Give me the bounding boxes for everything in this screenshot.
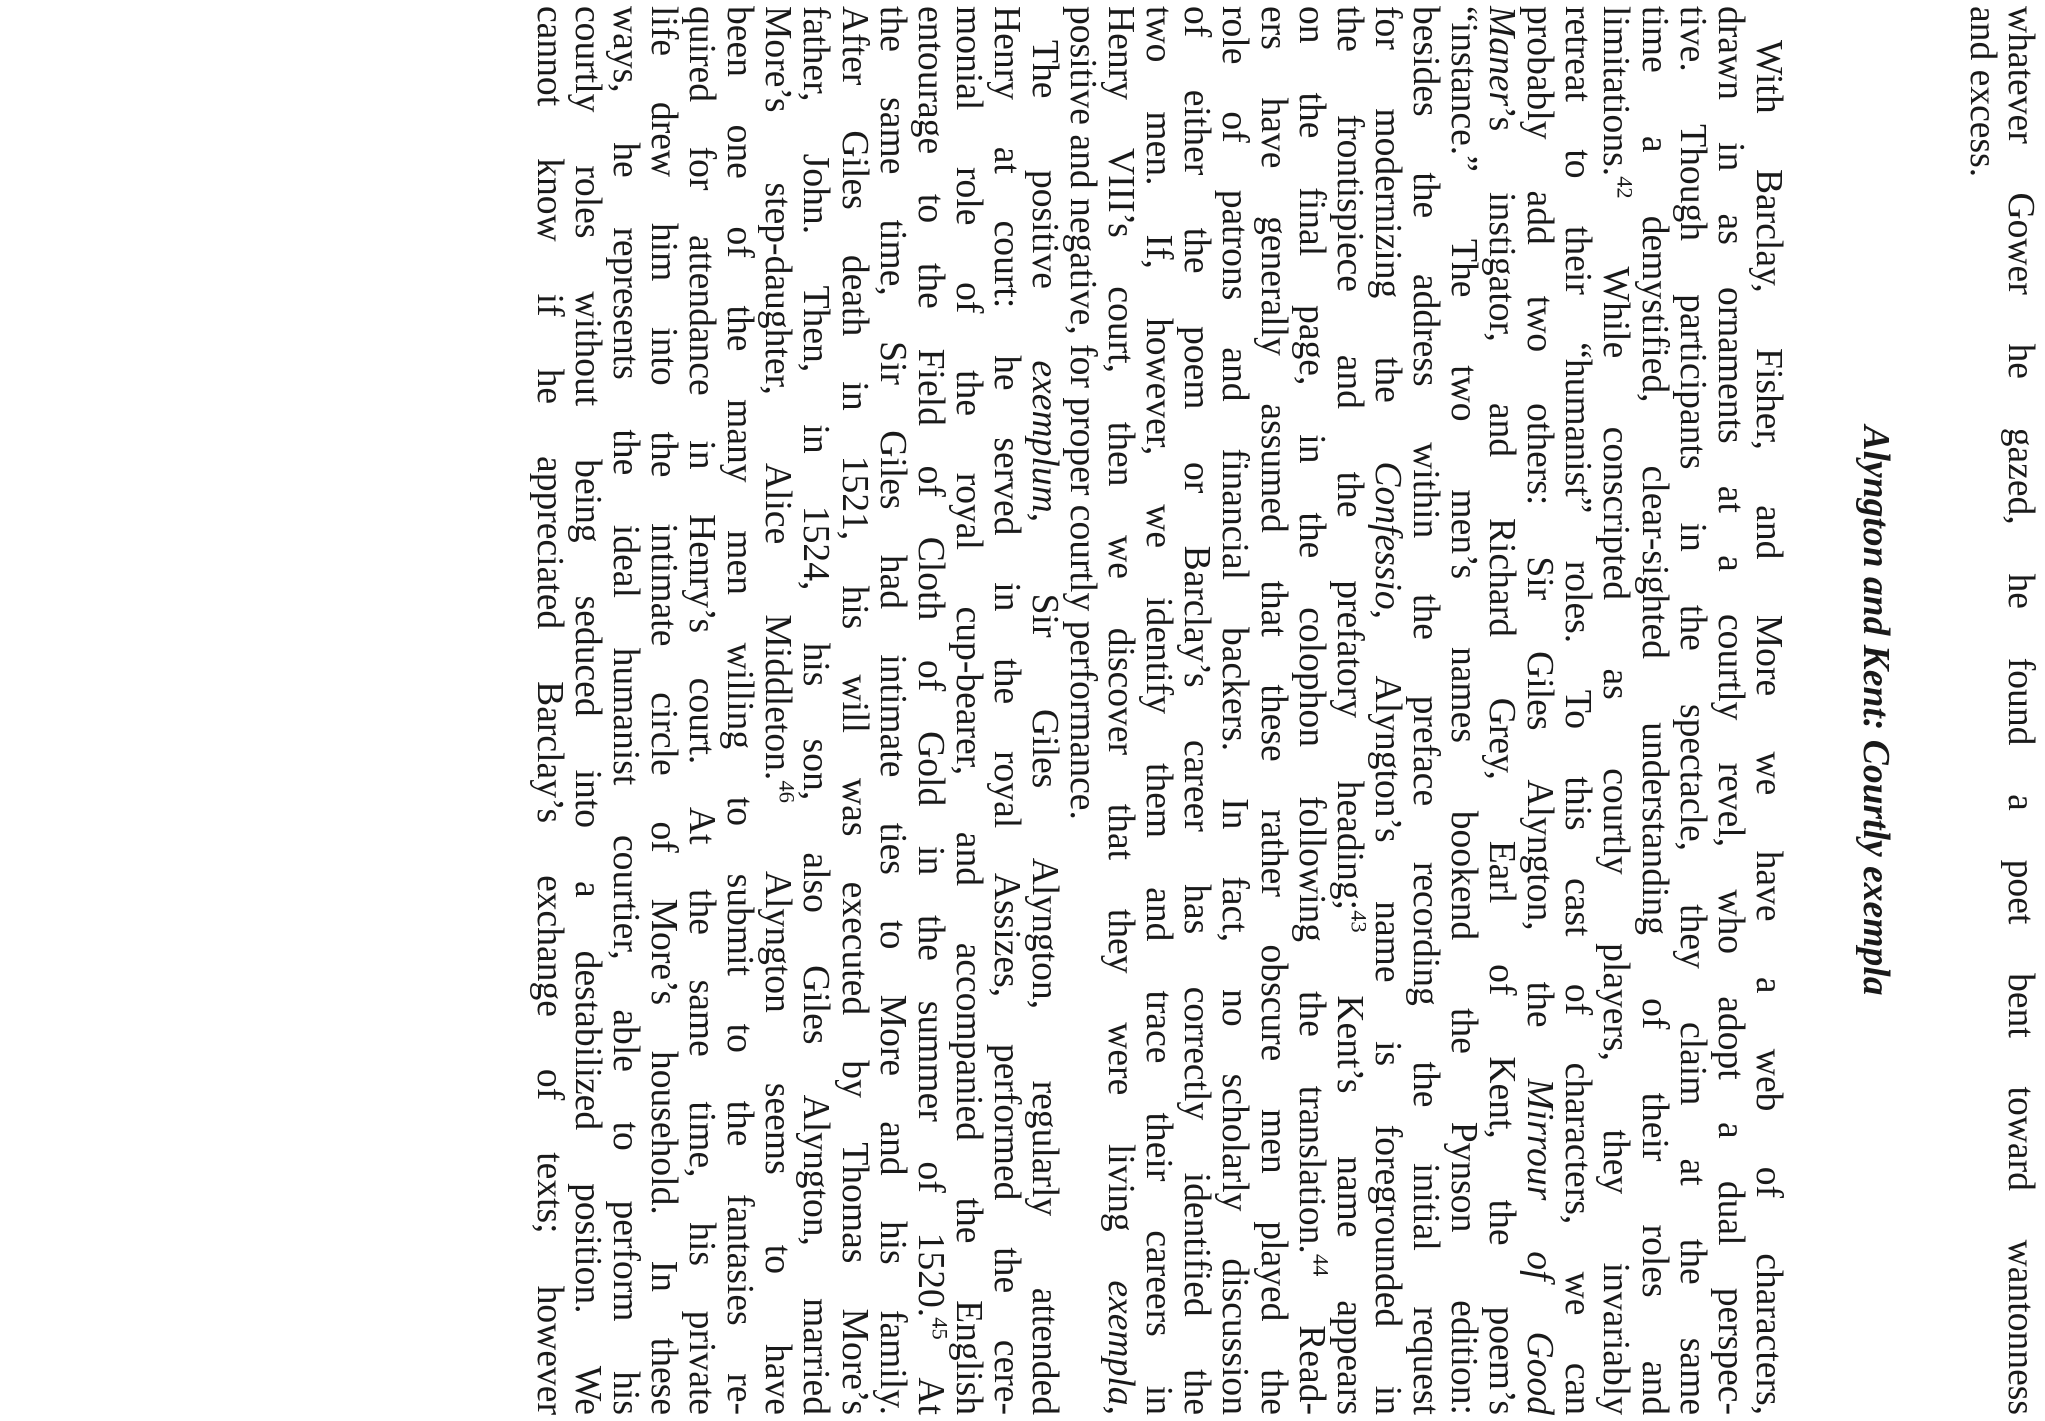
text-line [909,6,953,1415]
footnote-ref: 46 [774,780,800,803]
text-line [873,6,911,1415]
text-run: whatever Gower he gazed, he found a poet bent toward wantonness [2000,6,2041,1415]
text-run: life drew him into the intimate circle of More’s household. In these [643,6,685,1415]
text-line [1138,6,1180,1415]
text-run: courtly roles without being seduced into a destabilized position. We [566,6,608,1415]
footnote-ref: 42 [1612,176,1638,199]
text-line [1633,6,1675,1415]
text-run: been one of the many men willing to submit to the fantasies re- [719,6,761,1415]
italic-title: Maner [1481,6,1523,107]
text-line [833,6,875,1415]
section-heading: Alyngton and Kent: Courtly exempla [1854,425,1896,996]
text-run: tive. Though participants in the spectacle, they claim at the same [1671,6,1713,1415]
footnote-ref: 44 [1308,1253,1334,1277]
text-run: cannot know if he appreciated Barclay’s exchange of texts; however [528,6,570,1415]
text-line [1519,6,1561,1415]
italic-word: exemplum [1024,360,1066,513]
section-gap [1787,6,1837,1415]
text-run: role of patrons and financial backers. In fact, no scholarly discussion [1214,6,1256,1415]
text-line [1749,6,1787,1415]
text-run: monial role of the royal cup-bearer, and accompanied the English [947,6,989,1415]
text-run: Read- [1290,1276,1332,1415]
text-line [530,6,568,1415]
text-run: drawn in as ornaments at a courtly revel, who adopt a dual perspec- [1709,6,1751,1415]
text-line [1214,6,1256,1415]
text-line [681,6,723,1415]
text-line [1963,6,2001,1415]
text-run: retreat to their “humanist” roles. To this cast of characters, we can [1557,6,1599,1415]
text-line [1100,6,1142,1415]
text-line [1024,6,1066,1415]
text-line [1290,6,1334,1415]
italic-word: exempla [1100,1280,1142,1406]
page-text [530,6,2039,1415]
text-line [1443,6,1485,1415]
text-run: time a demystified, clear-sighted understanding of their roles and [1633,6,1675,1415]
text-line [1711,6,1749,1415]
text-run: Alyngton seems to have [757,802,799,1415]
text-run: More’s step-daughter, Alice Middleton. [757,6,799,781]
text-run: the frontispiece and the prefatory heading; [1328,6,1370,911]
text-run: ways, he represents the ideal humanist courtier, able to perform his [605,6,646,1415]
text-line [719,6,761,1415]
text-line [606,6,644,1415]
text-run: the same time, Sir Giles had intimate ties to More and his family. [871,6,913,1415]
text-run: entourage to the Field of Cloth of Gold in the summer of 1520. [909,6,951,1318]
section-gap [1913,6,1963,1415]
text-line [949,6,987,1415]
text-run: While conscripted as courtly players, they invariably [1595,198,1637,1415]
text-run: With Barclay, Fisher, and More we have a web of characters, [1747,40,1789,1415]
text-run: , Sir Giles Alyngton, regularly attended [1024,512,1066,1415]
text-run: , [1100,1405,1142,1415]
text-line [1368,6,1406,1415]
text-line [795,6,837,1415]
text-run: At [909,1339,951,1415]
text-run: probably add two others: Sir Giles Alyngton, the [1519,6,1561,1079]
text-line [1328,6,1372,1415]
text-line [1557,6,1599,1415]
text-run: on the final page, in the colophon following the translation. [1290,6,1332,1254]
text-line [643,6,685,1415]
footnote-ref: 45 [927,1317,953,1340]
text-run: The positive [1024,40,1066,361]
text-line [1595,6,1638,1415]
text-run: Kent’s name appears [1328,932,1370,1415]
text-line [2001,6,2039,1415]
text-line [1673,6,1711,1415]
text-run: ers have generally assumed that these rather obscure men played the [1252,6,1294,1415]
text-run: for modernizing the [1366,6,1408,462]
text-run: “instance.” The two men’s names bookend the Pynson edition: [1443,6,1485,1415]
text-run: father, John. Then, in 1524, his son, also Giles Alyngton, married [795,6,837,1415]
text-run: quired for attendance in Henry’s court. At the same time, his private [681,6,723,1415]
text-run: Henry VIII’s court, then we discover that they were living [1100,6,1142,1281]
text-run: positive and negative, for proper courtly performance. [1062,6,1104,820]
text-line [1254,6,1292,1415]
text-line [757,6,800,1415]
text-run: besides the address within the preface recording the initial request [1404,6,1446,1415]
text-run: Henry at court: he served in the royal Assizes, performed the cere- [985,6,1027,1415]
text-run: and excess. [1961,6,2003,178]
text-run: two men. If, however, we identify them and trace their careers in [1138,6,1180,1415]
footnote-ref: 43 [1346,910,1372,933]
text-run: of either the poem or Barclay’s career has correctly identified the [1176,6,1218,1415]
text-line [987,6,1025,1415]
text-run: , Alyngton’s name is foregrounded in [1366,609,1408,1415]
text-run: After Giles death in 1521, his will was executed by Thomas More’s [833,6,875,1415]
text-run: ’s instigator, and Richard Grey, Earl of Kent, the poem’s [1481,106,1523,1415]
italic-title: Mirrour of Good [1519,1078,1561,1415]
text-line [568,6,606,1415]
text-line [1176,6,1218,1415]
text-line [1406,6,1444,1415]
italic-title: Confessio [1366,461,1408,610]
text-line [1481,6,1523,1415]
text-line [1062,6,1104,1415]
text-run: limitations. [1595,6,1637,177]
